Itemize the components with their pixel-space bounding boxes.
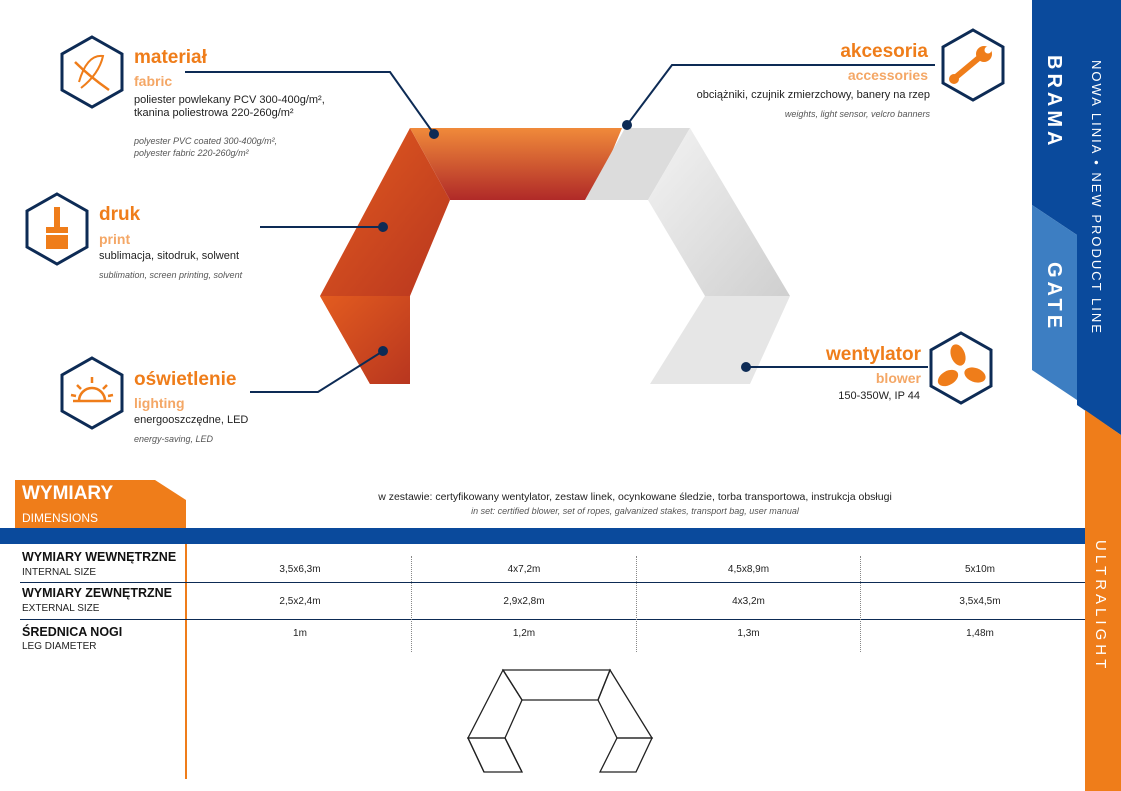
orange-divider <box>185 544 187 779</box>
new-product-line-label: NOWA LINIA • NEW PRODUCT LINE <box>1089 60 1104 335</box>
table-cell: 4x7,2m <box>507 564 541 575</box>
material-subtitle: fabric <box>134 73 173 89</box>
blower-desc: 150-350W, IP 44 <box>838 390 920 402</box>
table-cell: 5x10m <box>964 564 995 575</box>
brush-icon <box>24 191 90 267</box>
internal-size-label-en: INTERNAL SIZE <box>22 567 97 578</box>
material-desc-en: polyester PVC coated 300-400g/m², polyester fabric 220-260g/m² <box>134 136 278 158</box>
gate-label: GATE <box>1043 262 1065 333</box>
blower-title: wentylator <box>825 344 921 365</box>
wrench-icon <box>940 27 1006 103</box>
dimensions-title: WYMIARY <box>22 483 114 504</box>
print-subtitle: print <box>99 231 131 247</box>
print-title: druk <box>99 204 141 225</box>
accessories-desc-en: weights, light sensor, velcro banners <box>784 109 930 119</box>
table-cell: 1,2m <box>512 628 536 639</box>
internal-size-label: WYMIARY WEWNĘTRZNE <box>22 550 177 564</box>
table-cell: 3,5x4,5m <box>959 596 1001 607</box>
fan-icon <box>928 330 994 406</box>
kit-text-en: in set: certified blower, set of ropes, galvanized stakes, transport bag, user manual <box>471 506 799 516</box>
leg-diameter-label: ŚREDNICA NOGI <box>22 625 123 639</box>
table-cell: 2,9x2,8m <box>503 596 545 607</box>
table-cell: 4x3,2m <box>732 596 765 607</box>
brama-label: BRAMA <box>1043 55 1065 150</box>
accessories-desc: obciążniki, czujnik zmierzchowy, banery na rzep <box>696 89 930 101</box>
external-size-label-en: EXTERNAL SIZE <box>22 603 100 614</box>
accessories-title: akcesoria <box>840 41 928 62</box>
table-cell: 3,5x6,3m <box>279 564 321 575</box>
row-divider <box>20 619 1085 620</box>
sun-icon <box>59 355 125 431</box>
dimensions-bar <box>0 528 1085 544</box>
lighting-subtitle: lighting <box>134 395 185 411</box>
material-title: materiał <box>134 47 207 68</box>
kit-text: w zestawie: certyfikowany wentylator, zestaw linek, ocynkowane śledzie, torba transportowa, instrukcja obsługi <box>378 491 892 503</box>
needle-thread-icon <box>59 34 125 110</box>
gate-outline-drawing <box>460 665 660 780</box>
external-size-label: WYMIARY ZEWNĘTRZNE <box>22 586 172 600</box>
table-cell: 4,5x8,9m <box>727 564 770 575</box>
table-cell: 1,48m <box>966 628 994 639</box>
accessories-subtitle: accessories <box>847 67 928 83</box>
lighting-desc-en: energy-saving, LED <box>134 434 214 444</box>
leg-diameter-label-en: LEG DIAMETER <box>22 641 97 652</box>
lighting-title: oświetlenie <box>134 369 237 390</box>
print-desc: sublimacja, sitodruk, solwent <box>99 250 240 262</box>
blower-subtitle: blower <box>875 370 921 386</box>
row-divider <box>20 582 1085 583</box>
table-cell: 1m <box>293 628 307 639</box>
table-cell: 2,5x2,4m <box>279 596 321 607</box>
material-desc: poliester powlekany PCV 300-400g/m², tkanina poliestrowa 220-260g/m² <box>134 94 325 119</box>
dimensions-subtitle: DIMENSIONS <box>22 511 99 525</box>
ultralight-label: ULTRALIGHT <box>1092 540 1109 673</box>
table-cell: 1,3m <box>737 628 760 639</box>
print-desc-en: sublimation, screen printing, solvent <box>99 270 243 280</box>
lighting-desc: energooszczędne, LED <box>134 414 249 426</box>
